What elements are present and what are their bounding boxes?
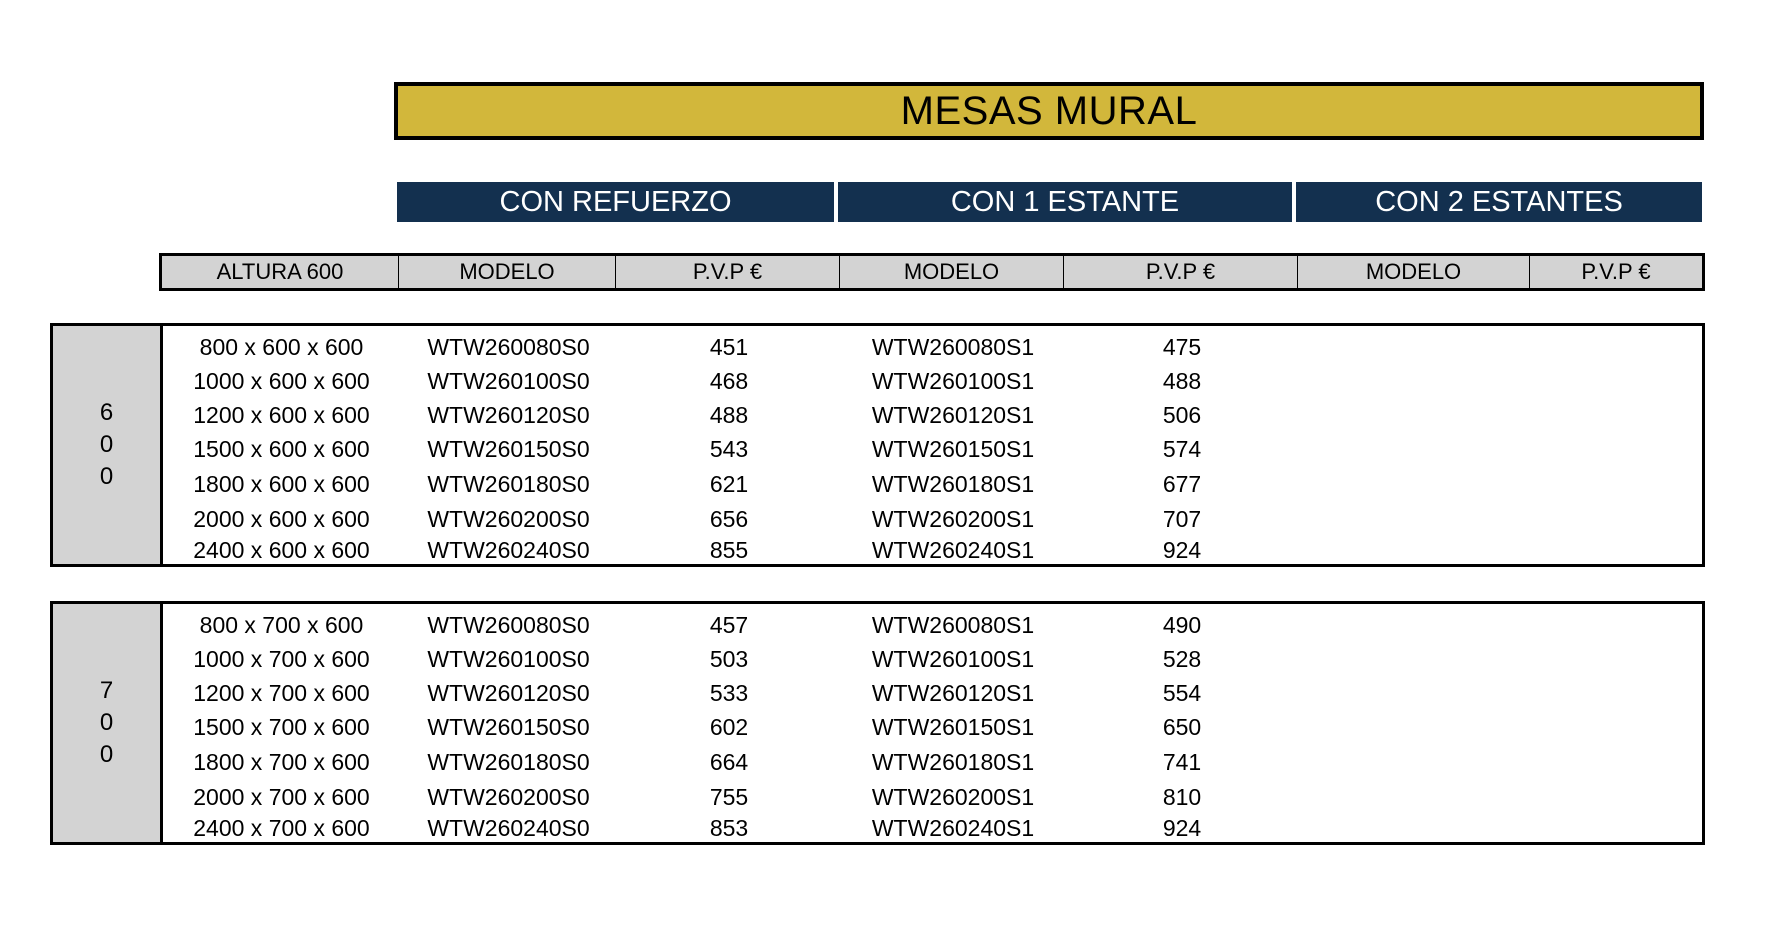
- column-header-pvp-2: P.V.P €: [1064, 256, 1298, 288]
- cell-pvp-refuerzo: 503: [709, 645, 749, 672]
- cell-pvp-refuerzo: 621: [709, 470, 749, 497]
- cell-modelo-refuerzo: WTW260080S0: [427, 333, 590, 360]
- cell-pvp-refuerzo: 533: [709, 679, 749, 706]
- table-row: [53, 535, 1702, 565]
- cell-size: 2400 x 600 x 600: [193, 536, 370, 563]
- cell-modelo-1-estante: WTW260240S1: [871, 814, 1035, 841]
- cell-modelo-1-estante: WTW260080S1: [871, 611, 1035, 638]
- cell-pvp-refuerzo: 656: [709, 505, 749, 532]
- cell-modelo-1-estante: WTW260150S1: [871, 435, 1035, 462]
- column-header-row: [159, 253, 1705, 291]
- cell-modelo-refuerzo: WTW260240S0: [427, 536, 590, 563]
- cell-size: 1200 x 700 x 600: [193, 679, 370, 706]
- cell-size: 2000 x 700 x 600: [193, 783, 370, 810]
- cell-modelo-1-estante: WTW260180S1: [871, 748, 1035, 775]
- cell-pvp-refuerzo: 488: [709, 401, 749, 428]
- cell-size: 800 x 600 x 600: [199, 333, 364, 360]
- table-row: [53, 400, 1702, 430]
- cell-size: 1000 x 600 x 600: [193, 367, 370, 394]
- table-row: [53, 469, 1702, 499]
- cell-pvp-1-estante: 528: [1162, 645, 1202, 672]
- cell-pvp-1-estante: 650: [1162, 713, 1202, 740]
- group-label-char: 0: [99, 741, 114, 768]
- cell-pvp-refuerzo: 855: [709, 536, 749, 563]
- table-row: [53, 610, 1702, 640]
- cell-modelo-1-estante: WTW260240S1: [871, 536, 1035, 563]
- cell-modelo-1-estante: WTW260120S1: [871, 401, 1035, 428]
- cell-pvp-1-estante: 741: [1162, 748, 1202, 775]
- cell-pvp-1-estante: 506: [1162, 401, 1202, 428]
- column-header-modelo-2: MODELO: [840, 256, 1064, 288]
- cell-modelo-refuerzo: WTW260240S0: [427, 814, 590, 841]
- table-row: [53, 712, 1702, 742]
- cell-pvp-1-estante: 475: [1162, 333, 1202, 360]
- cell-pvp-1-estante: 490: [1162, 611, 1202, 638]
- cell-modelo-refuerzo: WTW260200S0: [427, 505, 590, 532]
- cell-pvp-refuerzo: 451: [709, 333, 749, 360]
- column-header-pvp-1: P.V.P €: [616, 256, 840, 288]
- cell-modelo-1-estante: WTW260120S1: [871, 679, 1035, 706]
- table-row: [53, 644, 1702, 674]
- group-label-char: 6: [99, 399, 114, 426]
- cell-pvp-refuerzo: 543: [709, 435, 749, 462]
- cell-modelo-1-estante: WTW260180S1: [871, 470, 1035, 497]
- group-label-char: 0: [99, 463, 114, 490]
- cell-size: 2000 x 600 x 600: [193, 505, 370, 532]
- cell-size: 800 x 700 x 600: [199, 611, 364, 638]
- table-row: [53, 813, 1702, 843]
- cell-pvp-1-estante: 924: [1162, 814, 1202, 841]
- section-con-2-estantes: CON 2 ESTANTES: [1296, 182, 1702, 222]
- cell-modelo-refuerzo: WTW260120S0: [427, 679, 590, 706]
- cell-pvp-refuerzo: 755: [709, 783, 749, 810]
- group-label-char: 0: [99, 431, 114, 458]
- cell-pvp-refuerzo: 602: [709, 713, 749, 740]
- cell-pvp-1-estante: 810: [1162, 783, 1202, 810]
- cell-size: 1500 x 600 x 600: [193, 435, 370, 462]
- cell-modelo-1-estante: WTW260080S1: [871, 333, 1035, 360]
- cell-modelo-1-estante: WTW260150S1: [871, 713, 1035, 740]
- cell-modelo-refuerzo: WTW260180S0: [427, 470, 590, 497]
- cell-modelo-refuerzo: WTW260150S0: [427, 713, 590, 740]
- column-header-modelo-3: MODELO: [1298, 256, 1530, 288]
- title-bar: [394, 82, 1704, 140]
- cell-pvp-1-estante: 574: [1162, 435, 1202, 462]
- column-header-pvp-3: P.V.P €: [1581, 259, 1651, 284]
- cell-modelo-refuerzo: WTW260150S0: [427, 435, 590, 462]
- table-row: [53, 782, 1702, 812]
- cell-modelo-refuerzo: WTW260120S0: [427, 401, 590, 428]
- cell-size: 1000 x 700 x 600: [193, 645, 370, 672]
- cell-size: 1500 x 700 x 600: [193, 713, 370, 740]
- table-group-600: [50, 323, 1705, 567]
- group-label-char: 0: [99, 709, 114, 736]
- cell-modelo-refuerzo: WTW260200S0: [427, 783, 590, 810]
- cell-modelo-1-estante: WTW260100S1: [871, 645, 1035, 672]
- column-header-altura: ALTURA 600: [162, 256, 399, 288]
- cell-modelo-1-estante: WTW260200S1: [871, 505, 1035, 532]
- cell-size: 1800 x 700 x 600: [193, 748, 370, 775]
- cell-size: 1200 x 600 x 600: [193, 401, 370, 428]
- section-con-1-estante: CON 1 ESTANTE: [838, 182, 1292, 222]
- cell-modelo-1-estante: WTW260100S1: [871, 367, 1035, 394]
- table-row: [53, 504, 1702, 534]
- cell-pvp-1-estante: 924: [1162, 536, 1202, 563]
- cell-size: 2400 x 700 x 600: [193, 814, 370, 841]
- cell-pvp-refuerzo: 468: [709, 367, 749, 394]
- cell-pvp-1-estante: 677: [1162, 470, 1202, 497]
- cell-pvp-refuerzo: 853: [709, 814, 749, 841]
- page-title: MESAS MURAL: [900, 88, 1198, 133]
- group-label-char: 7: [99, 677, 114, 704]
- cell-pvp-refuerzo: 457: [709, 611, 749, 638]
- section-con-refuerzo: CON REFUERZO: [397, 182, 834, 222]
- table-row: [53, 747, 1702, 777]
- cell-pvp-refuerzo: 664: [709, 748, 749, 775]
- cell-pvp-1-estante: 554: [1162, 679, 1202, 706]
- column-header-modelo-1: MODELO: [399, 256, 616, 288]
- table-row: [53, 434, 1702, 464]
- table-row: [53, 678, 1702, 708]
- table-row: [53, 366, 1702, 396]
- cell-size: 1800 x 600 x 600: [193, 470, 370, 497]
- table-group-700: [50, 601, 1705, 845]
- cell-modelo-refuerzo: WTW260100S0: [427, 367, 590, 394]
- cell-modelo-1-estante: WTW260200S1: [871, 783, 1035, 810]
- cell-modelo-refuerzo: WTW260180S0: [427, 748, 590, 775]
- table-row: [53, 332, 1702, 362]
- cell-pvp-1-estante: 488: [1162, 367, 1202, 394]
- cell-modelo-refuerzo: WTW260080S0: [427, 611, 590, 638]
- cell-modelo-refuerzo: WTW260100S0: [427, 645, 590, 672]
- cell-pvp-1-estante: 707: [1162, 505, 1202, 532]
